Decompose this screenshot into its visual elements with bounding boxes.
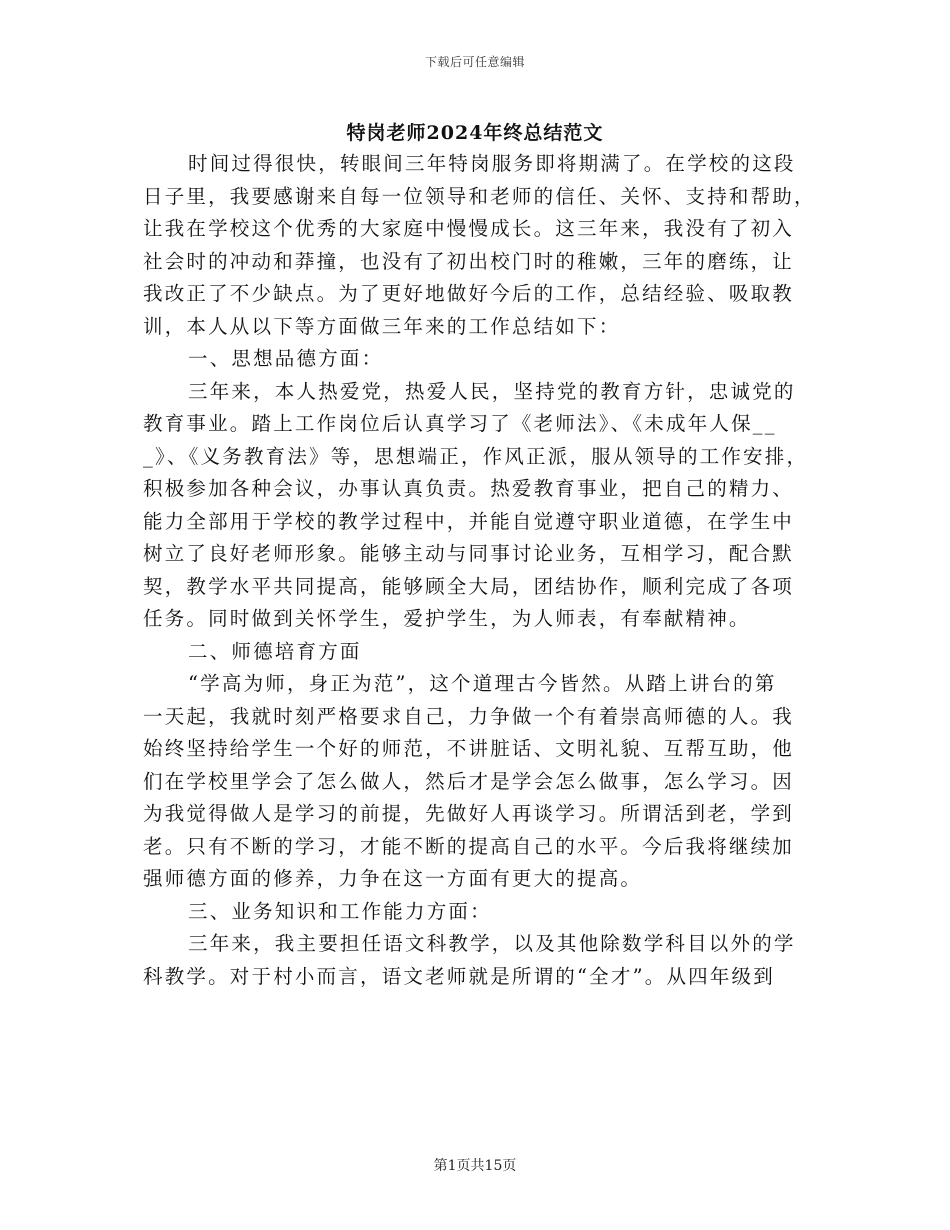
paragraph-line: 社会时的冲动和莽撞，也没有了初出校门时的稚嫩，三年的磨练，让 <box>143 249 795 273</box>
paragraph-line: 科教学。对于村小而言，语文老师就是所谓的“全才”。从四年级到 <box>143 964 775 988</box>
paragraph-line: 们在学校里学会了怎么做人，然后才是学会怎么做事，怎么学习。因 <box>143 769 795 793</box>
paragraph-line: “学高为师，身正为范”，这个道理古今皆然。从踏上讲台的第 <box>188 672 777 695</box>
paragraph-line: 让我在学校这个优秀的大家庭中慢慢成长。这三年来，我没有了初入 <box>143 217 795 240</box>
section-heading: 一、思想品德方面： <box>188 347 384 370</box>
paragraph-line: 三年来，本人热爱党，热爱人民，坚持党的教育方针，忠诚党的 <box>188 379 796 403</box>
paragraph-line: 为我觉得做人是学习的前提，先做好人再谈学习。所谓活到老，学到 <box>143 802 795 825</box>
paragraph-line: 契，教学水平共同提高，能够顾全大局，团结协作，顺利完成了各项 <box>143 574 795 598</box>
section-heading: 二、师德培育方面 <box>188 639 362 663</box>
paragraph-line: 训，本人从以下等方面做三年来的工作总结如下： <box>143 314 621 338</box>
paragraph-line: 老。只有不断的学习，才能不断的提高自己的水平。今后我将继续加 <box>143 834 795 858</box>
paragraph-line: 一天起，我就时刻严格要求自己，力争做一个有着崇高师德的人。我 <box>143 704 795 728</box>
paragraph-line: 能力全部用于学校的教学过程中，并能自觉遵守职业道德，在学生中 <box>143 509 795 533</box>
paragraph-line: 教育事业。踏上工作岗位后认真学习了《老师法》、《未成年人保__ <box>143 412 777 435</box>
paragraph-line: _》、《义务教育法》等，思想端正，作风正派，服从领导的工作安排， <box>143 444 809 468</box>
page-number-footer: 第1页共15页 <box>433 1158 517 1174</box>
paragraph-line: 日子里，我要感谢来自每一位领导和老师的信任、关怀、支持和帮助， <box>143 184 816 208</box>
document-title: 特岗老师2024年终总结范文 <box>346 122 604 144</box>
paragraph-line: 始终坚持给学生一个好的师范，不讲脏话、文明礼貌、互帮互助，他 <box>143 737 795 760</box>
document-body <box>143 148 816 993</box>
paragraph-line: 任务。同时做到关怀学生，爱护学生，为人师表，有奉献精神。 <box>143 607 751 630</box>
paragraph-line: 积极参加各种会议，办事认真负责。热爱教育事业，把自己的精力、 <box>143 477 795 500</box>
paragraph-line: 树立了良好老师形象。能够主动与同事讨论业务，互相学习，配合默 <box>143 542 795 565</box>
paragraph-line: 我改正了不少缺点。为了更好地做好今后的工作，总结经验、吸取教 <box>143 282 795 305</box>
section-heading: 三、业务知识和工作能力方面： <box>188 899 492 923</box>
paragraph-line: 强师德方面的修养，力争在这一方面有更大的提高。 <box>143 867 643 890</box>
paragraph-line: 三年来，我主要担任语文科教学，以及其他除数学科目以外的学 <box>188 932 796 955</box>
paragraph-line: 时间过得很快，转眼间三年特岗服务即将期满了。在学校的这段 <box>188 152 796 175</box>
header-note: 下载后可任意编辑 <box>424 55 525 69</box>
